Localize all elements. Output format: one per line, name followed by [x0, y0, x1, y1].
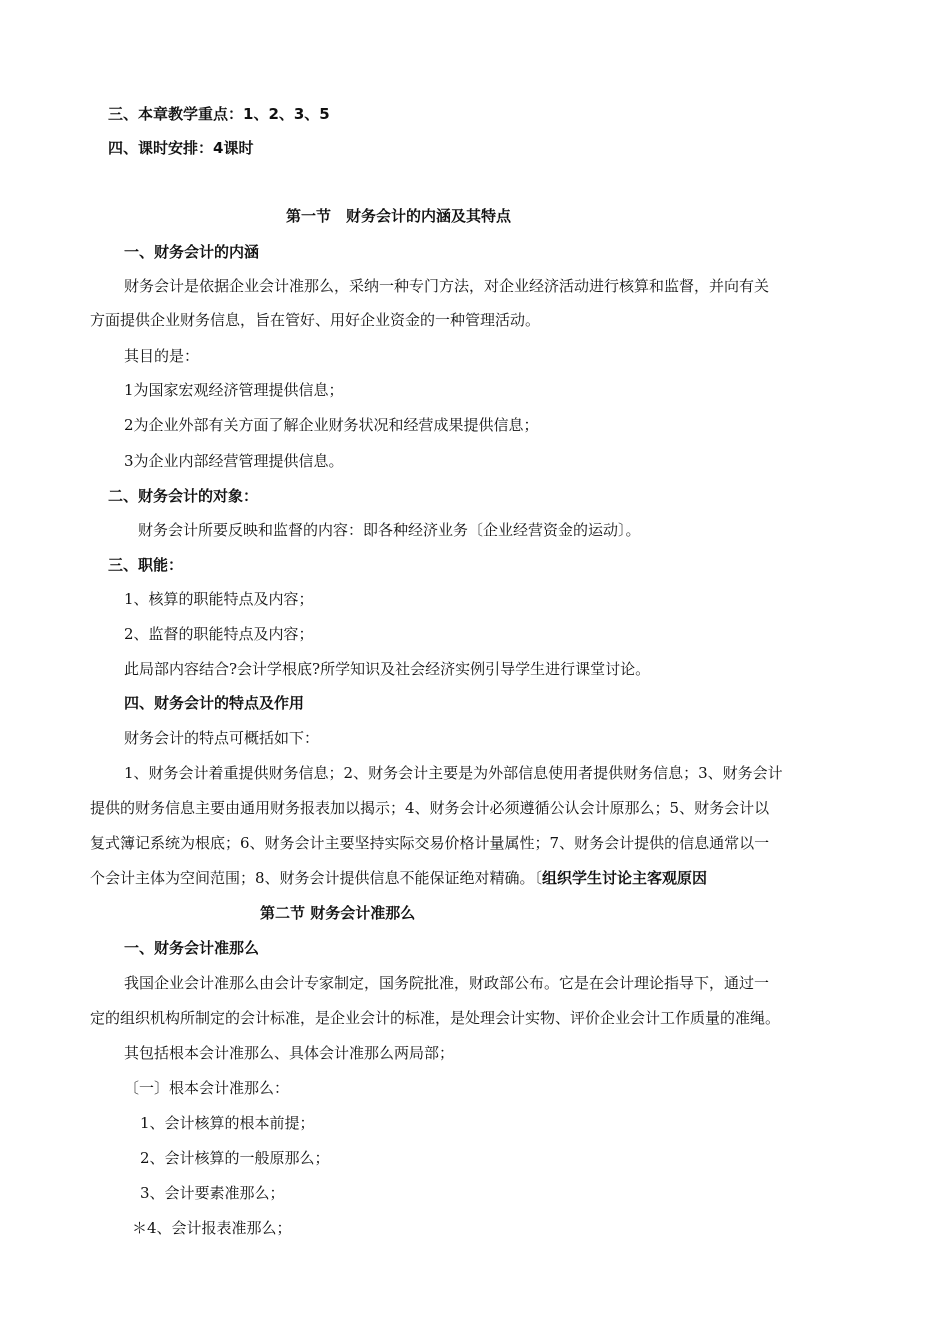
- class-hours-heading: 四、课时安排：4课时: [108, 139, 254, 157]
- list-item: ＊4、会计报表准那么；: [132, 1219, 292, 1237]
- paragraph-line: 财务会计所要反映和监督的内容：即各种经济业务〔企业经营资金的运动〕。: [138, 521, 641, 539]
- key-points-heading: 三、本章教学重点：1、2、3、5: [108, 105, 330, 123]
- paragraph-line: 此局部内容结合?会计学根底?所学知识及社会经济实例引导学生进行课堂讨论。: [124, 660, 651, 678]
- paragraph-line: 提供的财务信息主要由通用财务报表加以揭示；4、财务会计必须遵循公认会计原那么；5、财务会计以: [90, 799, 770, 817]
- list-item: 3、会计要素准那么；: [140, 1184, 285, 1202]
- section-heading: 四、财务会计的特点及作用: [124, 694, 305, 712]
- list-item: 2、会计核算的一般原那么；: [140, 1149, 330, 1167]
- section-heading: 二、财务会计的对象：: [108, 487, 259, 505]
- list-item: 1为国家宏观经济管理提供信息；: [124, 381, 344, 399]
- emphasis-text: 组织学生讨论主客观原因: [542, 869, 708, 887]
- paragraph-line: 财务会计是依据企业会计准那么，采纳一种专门方法，对企业经济活动进行核算和监督，并向有关: [124, 277, 770, 295]
- list-item: 1、核算的职能特点及内容；: [124, 590, 314, 608]
- paragraph-line: 1、财务会计着重提供财务信息；2、财务会计主要是为外部信息使用者提供财务信息；3、财务会计: [124, 764, 783, 782]
- paragraph-line: [90, 868, 707, 888]
- paragraph-line: 财务会计的特点可概括如下：: [124, 729, 320, 747]
- section-title: 第一节 财务会计的内涵及其特点: [286, 207, 512, 225]
- paragraph-text: 个会计主体为空间范围；8、财务会计提供信息不能保证绝对精确。〔: [90, 869, 543, 887]
- list-item: 1、会计核算的根本前提；: [140, 1114, 315, 1132]
- paragraph-line: 复式簿记系统为根底；6、财务会计主要坚持实际交易价格计量属性；7、财务会计提供的信息通常以一: [90, 834, 770, 852]
- list-item: 2为企业外部有关方面了解企业财务状况和经营成果提供信息；: [124, 416, 539, 434]
- paragraph-line: 其目的是：: [124, 347, 200, 365]
- section-heading: 一、财务会计准那么: [124, 939, 260, 957]
- list-item: 2、监督的职能特点及内容；: [124, 625, 314, 643]
- paragraph-line: 其包括根本会计准那么、具体会计准那么两局部；: [124, 1044, 455, 1062]
- list-item: 3为企业内部经营管理提供信息。: [124, 452, 344, 470]
- section-heading: 一、财务会计的内涵: [124, 243, 260, 261]
- paragraph-line: 定的组织机构所制定的会计标准，是企业会计的标准，是处理会计实物、评价企业会计工作质量的准绳。: [90, 1009, 781, 1027]
- subsection-heading: 〔一〕根本会计准那么：: [124, 1079, 290, 1097]
- section-title: 第二节 财务会计准那么: [260, 904, 416, 922]
- paragraph-line: 方面提供企业财务信息，旨在管好、用好企业资金的一种管理活动。: [90, 311, 541, 329]
- section-heading: 三、职能：: [108, 556, 184, 574]
- paragraph-line: 我国企业会计准那么由会计专家制定，国务院批准，财政部公布。它是在会计理论指导下，通过一: [124, 974, 770, 992]
